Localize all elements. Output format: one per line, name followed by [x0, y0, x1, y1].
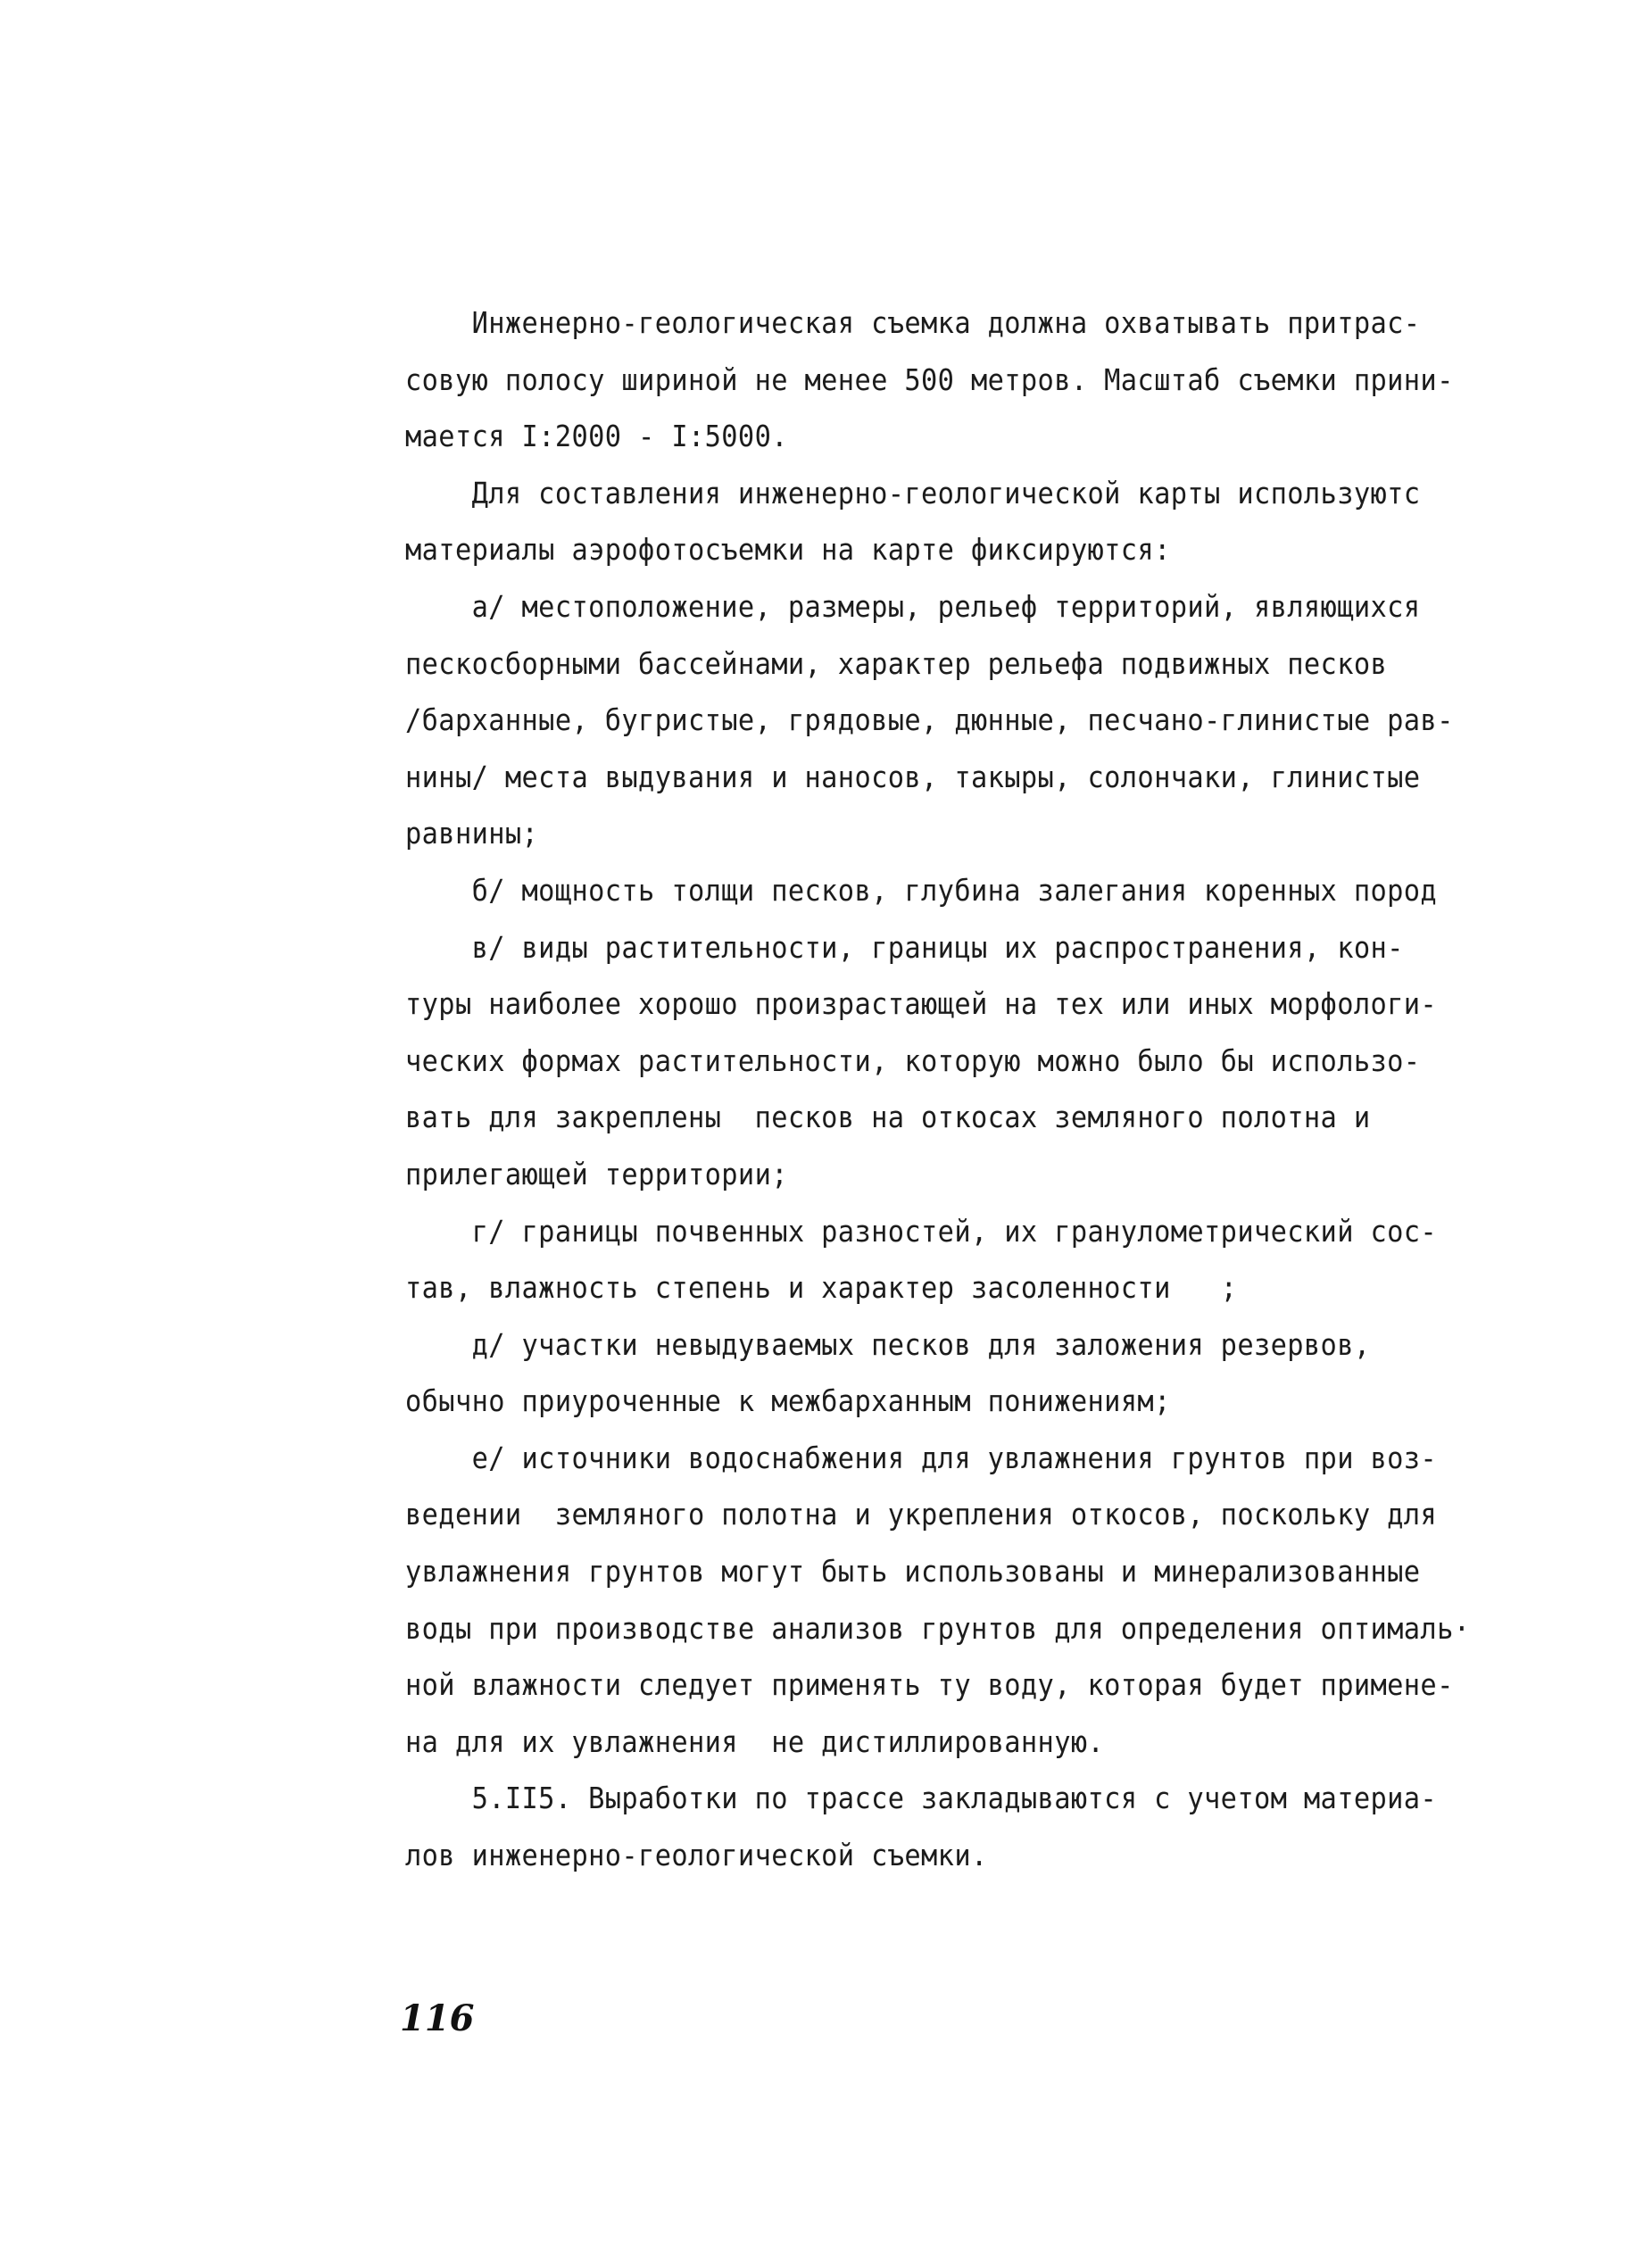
text-line: Инженерно-геологическая съемка должна охватывать притрас-: [405, 305, 1421, 340]
text-line: в/ виды растительности, границы их распространения, кон-: [405, 929, 1404, 965]
text-line: б/ мощность толщи песков, глубина залегания коренных пород: [405, 872, 1438, 908]
paragraph: [405, 1316, 1424, 1430]
text-line: вать для закреплены песков на откосах земляного полотна и: [405, 1100, 1371, 1135]
text-line: материалы аэрофотосъемки на карте фиксируются:: [405, 532, 1171, 568]
text-line: ной влажности следует применять ту воду, которая будет примене-: [405, 1667, 1454, 1703]
text-line: прилегающей территории;: [405, 1156, 788, 1191]
text-line: воды при производстве анализов грунтов для определения оптималь·: [405, 1610, 1471, 1646]
text-line: /барханные, бугристые, грядовые, дюнные, песчано-глинистые рав-: [405, 702, 1454, 738]
paragraph: [405, 578, 1454, 862]
text-line: обычно приуроченные к межбарханным понижениям;: [405, 1383, 1171, 1419]
page-number: 116: [400, 1997, 475, 2039]
text-line: д/ участки невыдуваемых песков для заложения резервов,: [405, 1326, 1371, 1362]
paragraph: [405, 919, 1438, 1203]
paragraph: [405, 862, 1438, 919]
text-line: ведении земляного полотна и укрепления откосов, поскольку для: [405, 1497, 1438, 1532]
document-body: [405, 295, 1471, 1884]
text-line: мается I:2000 - I:5000.: [405, 419, 788, 454]
text-line: ческих формах растительности, которую можно было бы использо-: [405, 1042, 1421, 1078]
paragraph: [405, 1770, 1438, 1883]
paragraph: [405, 295, 1454, 465]
text-line: г/ границы почвенных разностей, их гранулометрический сос-: [405, 1213, 1438, 1249]
text-line: на для их увлажнения не дистиллированную.: [405, 1723, 1105, 1759]
text-line: совую полосу шириной не менее 500 метров. Масштаб съемки прини-: [405, 361, 1454, 397]
text-line: лов инженерно-геологической съемки.: [405, 1838, 988, 1873]
text-line: а/ местоположение, размеры, рельеф территорий, являющихся: [405, 588, 1421, 624]
text-line: увлажнения грунтов могут быть использованы и минерализованные: [405, 1554, 1421, 1590]
paragraph: [405, 465, 1424, 578]
text-line: е/ источники водоснабжения для увлажнения грунтов при воз-: [405, 1440, 1438, 1475]
text-line: нины/ места выдувания и наносов, такыры, солончаки, глинистые: [405, 759, 1421, 794]
text-line: пескосборными бассейнами, характер рельефа подвижных песков: [405, 645, 1388, 681]
paragraph: [405, 1430, 1471, 1771]
text-line: тав, влажность степень и характер засоленности ;: [405, 1270, 1238, 1306]
text-line: 5.II5. Выработки по трассе закладываются с учетом материа-: [405, 1781, 1438, 1816]
paragraph: [405, 1203, 1438, 1316]
text-line: Для составления инженерно-геологической карты используютс: [405, 475, 1421, 511]
text-line: туры наиболее хорошо произрастающей на тех или иных морфологи-: [405, 986, 1438, 1022]
text-line: равнины;: [405, 816, 539, 851]
